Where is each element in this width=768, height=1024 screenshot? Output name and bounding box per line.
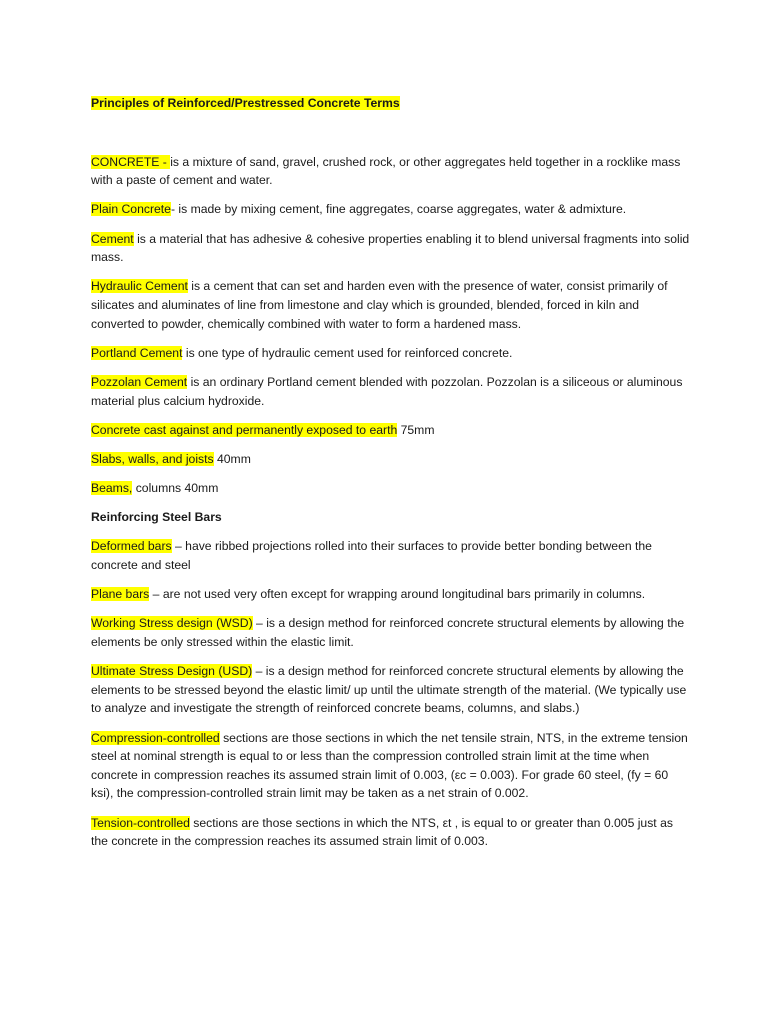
entry-portland-cement xyxy=(91,344,691,363)
entry-deformed-bars xyxy=(91,537,691,574)
term: Beams, xyxy=(91,481,133,496)
definition: – is a design method for reinforced concrete structural elements by allowing the elements to be stressed beyond the elastic limit/ up until the ultimate strength of the material. (We typically use to analyze and investigate the strength of reinforced concrete beams, columns, and slabs.) xyxy=(91,664,687,716)
entry-plain-concrete xyxy=(91,200,691,219)
definition: – is a design method for reinforced concrete structural elements by allowing the elements be only stressed within the elastic limit. xyxy=(91,616,685,649)
term: Portland Cement xyxy=(91,345,183,360)
term: Cement xyxy=(91,231,134,246)
definition: 75mm xyxy=(397,422,435,437)
section-heading: Reinforcing Steel Bars xyxy=(91,510,222,525)
entry-cover-beams xyxy=(91,479,691,498)
term: Tension-controlled xyxy=(91,815,190,830)
definition: is a mixture of sand, gravel, crushed rock, or other aggregates held together in a rocklike mass with a paste of cement and water. xyxy=(91,154,681,188)
entry-cover-slabs xyxy=(91,450,691,469)
entry-tension-controlled xyxy=(91,814,691,851)
term: CONCRETE - xyxy=(91,154,171,169)
entry-cement xyxy=(91,230,691,267)
definition: – are not used very often except for wrapping around longitudinal bars primarily in columns. xyxy=(149,587,646,602)
definition: - is made by mixing cement, fine aggregates, coarse aggregates, water & admixture. xyxy=(170,202,627,217)
entry-cover-earth xyxy=(91,421,691,440)
term: Working Stress design (WSD) xyxy=(91,616,253,631)
term: Pozzolan Cement xyxy=(91,374,188,389)
document-title: Principles of Reinforced/Prestressed Concrete Terms xyxy=(91,96,400,110)
entry-wsd xyxy=(91,614,691,651)
term: Deformed bars xyxy=(91,539,172,554)
term: Ultimate Stress Design (USD) xyxy=(91,664,253,679)
term: Concrete cast against and permanently exposed to earth xyxy=(91,422,398,437)
definition: – have ribbed projections rolled into their surfaces to provide better bonding between the concrete and steel xyxy=(91,539,652,573)
document-page xyxy=(91,94,691,851)
term: Compression-controlled xyxy=(91,730,220,745)
definition: is a cement that can set and harden even with the presence of water, consist primarily of silicates and aluminates of line from limestone and clay which is grounded, blended, forced in kiln and converted to powder, chemically combined with water to form a hardened mass. xyxy=(91,279,668,331)
term: Plane bars xyxy=(91,587,150,602)
definition: sections are those sections in which the net tensile strain, NTS, in the extreme tension steel at nominal strength is equal to or less than the compression controlled strain limit at the time when concrete in compression reaches its assumed strain limit of 0.003, (εc = 0.003). For grade 60 steel, (fy = 60 ksi), the compression-controlled strain limit may be taken as a net strain of 0.002. xyxy=(91,730,688,801)
entry-concrete xyxy=(91,153,691,190)
definition: 40mm xyxy=(213,451,251,466)
definition: columns 40mm xyxy=(132,481,219,496)
definition: sections are those sections in which the NTS, εt , is equal to or greater than 0.005 just as the concrete in the compression reaches its assumed strain limit of 0.003. xyxy=(91,815,673,849)
definition: is an ordinary Portland cement blended with pozzolan. Pozzolan is a siliceous or aluminous material plus calcium hydroxide. xyxy=(91,374,683,408)
entry-hydraulic-cement xyxy=(91,277,691,333)
definition: is one type of hydraulic cement used for reinforced concrete. xyxy=(182,345,513,360)
entry-pozzolan-cement xyxy=(91,373,691,410)
term: Hydraulic Cement xyxy=(91,279,188,294)
term: Slabs, walls, and joists xyxy=(91,451,214,466)
entry-usd xyxy=(91,662,691,718)
term: Plain Concrete xyxy=(91,202,171,217)
entry-plane-bars xyxy=(91,585,691,604)
entry-compression-controlled xyxy=(91,729,691,803)
definition: is a material that has adhesive & cohesive properties enabling it to blend universal fragments into solid mass. xyxy=(91,231,690,265)
